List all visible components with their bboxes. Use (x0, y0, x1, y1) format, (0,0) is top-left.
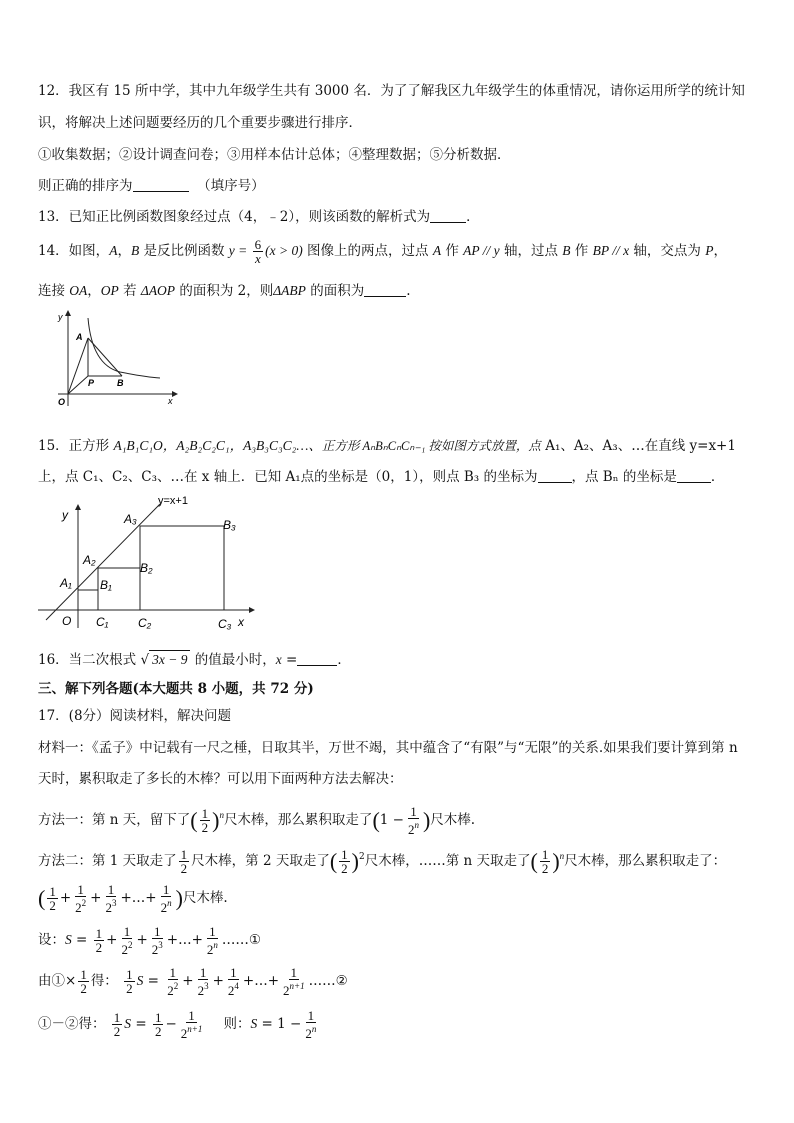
q14-op: OP (100, 283, 119, 298)
q17-half (179, 848, 190, 875)
fig14-x-arrow (172, 391, 178, 397)
q14-answer-blank[interactable] (364, 296, 406, 297)
q15-l2c: ． (710, 469, 725, 485)
frac-den-base: 2 (206, 942, 214, 957)
frac-den: 2 (80, 981, 87, 996)
frac-num: 1 (169, 965, 177, 980)
frac-den: 2 (113, 1024, 121, 1039)
exp-n: n (219, 810, 224, 820)
frac-num: 1 (180, 847, 188, 862)
q14-k: 轴，交点为 (629, 243, 706, 259)
one-minus: 1 − (379, 812, 404, 828)
q13-end: ． (466, 209, 480, 225)
frac-num: 1 (107, 882, 115, 897)
frac-num: 1 (201, 806, 209, 821)
fig15-label-c2: C₂ (138, 616, 152, 630)
q14-l2b: ， (87, 283, 101, 299)
exp-n: n (311, 1024, 317, 1034)
fig15-x-arrow (249, 607, 255, 613)
q12-line2: 识，将解决上述问题要经历的几个重要步骤进行排序． (38, 115, 362, 131)
q16-c: = (281, 652, 298, 668)
q16-radical: √ 3x − 9 (140, 652, 190, 668)
frac-num: 1 (113, 1010, 121, 1025)
frac-den-base: 2 (160, 900, 168, 915)
q14-p: P (705, 243, 714, 258)
frac-1-2n (159, 883, 174, 914)
q17-half-sq (339, 848, 350, 875)
q15-figure (36, 492, 266, 634)
frac-num: 1 (95, 926, 103, 941)
q14-bp: BP // x (592, 243, 630, 258)
fig15-square-3 (140, 526, 224, 610)
q14-e: 作 (441, 243, 464, 259)
fig14-label-x: x (168, 396, 173, 406)
exp-n: n (559, 851, 565, 861)
frac-den-base: 2 (180, 1026, 188, 1041)
ellipsis: … (254, 973, 268, 989)
fig15-label-c1: C₁ (96, 615, 109, 629)
frac-den-base: 2 (283, 983, 290, 998)
fig14-hyperbola (88, 318, 160, 378)
q16-radicand: 3x − 9 (149, 650, 190, 669)
q13-answer-blank[interactable] (430, 222, 466, 223)
q17-f2d: 尺木棒，那么累积取走了： (564, 853, 727, 869)
q17-f2b: 尺木棒，第 2 天取走了 (191, 853, 330, 869)
q17-then: 则： (223, 1016, 251, 1032)
q14-y-eq: y = (228, 243, 251, 258)
frac-num: 1 (290, 965, 298, 980)
q14-b: 是反比例函数 (139, 243, 229, 259)
frac-num: 1 (307, 1008, 315, 1023)
fig15-label-o: O (62, 614, 72, 628)
q14-fraction (253, 238, 264, 265)
frac-den: 2 (154, 1024, 162, 1039)
q14-l2a: 连接 (38, 283, 70, 299)
fig15-label-b2: B₂ (140, 561, 153, 575)
q17-diff: ①－②得： (38, 1016, 106, 1032)
one-minus: 1 − (277, 1016, 302, 1032)
var-S: S (124, 1016, 132, 1031)
q14-condition: (x > 0) (265, 243, 303, 258)
fig14-label-o: O (58, 397, 66, 407)
frac-den: 2 (49, 898, 56, 913)
fig15-label-c3: C₃ (218, 617, 232, 631)
frac-den-base: 2 (305, 1026, 312, 1041)
q16-x: x (275, 652, 282, 667)
q14-c: 图像上的两点，过点 (302, 243, 433, 259)
q15-l2a: 上，点 C₁、C₂、C₃、…在 x 轴上．已知 A₁点的坐标是（0，1），则点 B₃ 的坐标为 (38, 469, 538, 485)
fig15-label-a2: A₂ (83, 553, 96, 567)
q17-half-n (540, 848, 551, 875)
q17-eq2-mark: ……② (308, 973, 348, 989)
exp-n: n (213, 940, 218, 950)
frac-num: 1 (410, 804, 417, 819)
frac-num: 1 (154, 1010, 162, 1025)
q14-abp: ΔABP (273, 283, 306, 298)
q15-l1b: A₁B₁C₁O，A₂B₂C₂C₁，A₃B₃C₃C₂…、 (113, 438, 322, 453)
fig14-label-p: P (88, 378, 95, 388)
q15-line2 (38, 468, 724, 486)
q15-answer-blank-2[interactable] (677, 482, 711, 483)
q14-m: ， (713, 243, 727, 259)
q14-A: A (109, 243, 118, 258)
exp-n1: n+1 (289, 981, 305, 991)
frac-den: 2 (341, 861, 348, 876)
q16-a: 16．当二次根式 (38, 652, 141, 668)
q14-line1 (38, 238, 727, 265)
q16-answer-blank[interactable] (297, 665, 337, 666)
q14-l2f: . (406, 283, 411, 299)
frac-1-2 (47, 885, 58, 912)
var-S: S (250, 1016, 258, 1031)
frac-num: 1 (80, 967, 87, 982)
q14-a: 14．如图， (38, 243, 110, 259)
q12-line1: 12．我区有 15 所中学，其中九年级学生共有 3000 名．为了了解我区九年级学生的体重情况，请你运用所学的统计知 (38, 83, 745, 99)
fig15-label-a3: A₃ (124, 512, 137, 526)
q17-method1: 方法一：第 n 天，留下了( $\frac{1}{2}$ )$^n$尺木棒，那么累积取走了(1 − $\frac{1}{2^n}$ )尺木棒. (38, 804, 476, 837)
q17-f1b: 尺木棒，那么累积取走了 (223, 812, 373, 828)
q14-B: B (130, 243, 140, 258)
fig14-label-b: B (117, 378, 124, 388)
q14-line2 (38, 282, 411, 300)
q17-diff-line: ①－②得： $\frac{1}{2}$ S = $\frac{1}{2}$ − $\frac{1}{2^{n+1}}$ 则：S = 1 − $\frac{1}{2^n}$ (38, 1008, 317, 1041)
frac-num: 1 (77, 882, 84, 897)
q15-l1a: 15．正方形 (38, 438, 114, 454)
q14-f: 轴，过点 (499, 243, 563, 259)
q15-l2b: ，点 Bₙ 的坐标是 (571, 469, 677, 485)
q15-answer-blank-1[interactable] (538, 482, 572, 483)
exp-n1: n+1 (187, 1024, 203, 1034)
q17-material-line1: 材料一：《孟子》中记载有一尺之棰，日取其半，万世不竭，其中蕴含了“有限”与“无限”的关系.如果我们要计算到第 n (38, 740, 738, 756)
fig14-label-a: A (76, 332, 83, 342)
frac-num: 1 (341, 847, 348, 862)
q16-d: ． (337, 652, 351, 668)
ellipsis: … (178, 932, 192, 948)
fig15-label-a1: A₁ (60, 576, 72, 590)
q12-line4 (38, 177, 265, 195)
q15-line1 (38, 437, 736, 455)
fig14-y-arrow (65, 310, 71, 316)
q17-set: 设： (38, 932, 65, 948)
q12-answer-blank[interactable] (133, 191, 189, 192)
var-S: S (136, 973, 144, 988)
frac-num: 1 (123, 924, 131, 939)
frac-den: 2 (201, 820, 209, 835)
q17-eq2-line: 由①× $\frac{1}{2}$ 得： $\frac{1}{2}$ S = $\frac{1}{2^2}$ + $\frac{1}{2^3}$ + $\frac{1}{2^4}$ +…+ $\frac{1}{2^{n+1}}$ ……② (38, 965, 348, 998)
frac-num: 1 (126, 967, 133, 982)
frac-num: 1 (541, 847, 549, 862)
fig15-label-y: y (62, 508, 68, 522)
fig15-square-1 (78, 590, 98, 610)
q17-eq1-line: 设：S = $\frac{1}{2}$ + $\frac{1}{2^2}$ + $\frac{1}{2^3}$ +…+ $\frac{1}{2^n}$ ……① (38, 924, 262, 957)
frac-num: 1 (188, 1008, 195, 1023)
q14-d: A (432, 243, 442, 258)
fig14-segment-ab (88, 338, 122, 376)
q17-material-line2: 天时，累积取走了多长的木棒？可以用下面两种方法去解决： (38, 771, 403, 787)
fig15-y-arrow (75, 504, 81, 510)
frac-1-2cube: $\frac{1}{2^3}$ (105, 882, 117, 915)
q14-aop: ΔAOP (140, 283, 176, 298)
q14-g: B (562, 243, 571, 258)
q14-comma: ， (117, 243, 131, 259)
q17-f2c: 尺木棒，……第 n 天取走了 (364, 853, 531, 869)
q17-sum-end: 尺木棒. (182, 890, 228, 906)
q16-line (38, 650, 351, 669)
q17-eq1-mark: ……① (221, 932, 262, 948)
frac-num: 1 (162, 882, 170, 897)
fig15-label-b1: B₁ (100, 578, 112, 592)
frac-den: 2 (95, 940, 103, 955)
q14-figure (50, 310, 180, 410)
frac-num: 1 (209, 924, 216, 939)
exp-n: n (414, 820, 419, 830)
frac-1-2sq: $\frac{1}{2^2}$ (75, 882, 87, 915)
frac-den: 2 (541, 861, 549, 876)
q14-frac-num: 6 (254, 237, 262, 252)
q14-l2e: 的面积为 (305, 283, 365, 299)
q17-f2a: 方法二：第 1 天取走了 (38, 853, 177, 869)
q15-l1c: 正方形 AₙBₙCₙCₙ₋₁ 按如图方式放置，点 (321, 439, 541, 453)
fig15-label-line: y=x+1 (158, 495, 188, 507)
frac-num: 1 (154, 924, 161, 939)
section-3-heading: 三、解下列各题(本大题共 8 小题，共 72 分) (38, 681, 314, 697)
q14-l2d: 的面积为 2，则 (175, 283, 274, 299)
frac-den: 2 (180, 861, 188, 876)
q17-f1a: 方法一：第 n 天，留下了 (38, 812, 191, 828)
ellipsis: … (131, 890, 146, 906)
q14-frac-den: x (255, 251, 261, 266)
q16-b: 的值最小时， (190, 652, 276, 668)
q17-method2: 方法二：第 1 天取走了 $\frac{1}{2}$ 尺木棒，第 2 天取走了( $\frac{1}{2}$ )$^2$尺木棒，……第 n 天取走了( $\frac{1}{2}$ )$^n$尺木棒，那么累积取走了： (38, 847, 727, 876)
exp-n: n (167, 898, 172, 908)
q13-text: 13．已知正比例函数图象经过点（4，﹣2），则该函数的解析式为 (38, 209, 431, 225)
fig15-label-x: x (238, 615, 244, 629)
q17-half-frac (200, 807, 211, 834)
q14-ap: AP // y (463, 243, 500, 258)
q14-l2c: 若 (118, 283, 141, 299)
q15-l1d: A₁、A₂、A₃、…在直线 y=x+1 (540, 438, 736, 454)
q17-title: 17．(8分）阅读材料，解决问题 (38, 708, 232, 724)
q12-hint: （填序号） (197, 178, 265, 194)
frac-num: 1 (230, 965, 237, 980)
frac-den-base: 2 (407, 822, 415, 837)
q17-f1c: 尺木棒. (430, 812, 476, 828)
q12-answer-prompt: 则正确的排序为 (38, 178, 133, 194)
frac-num: 1 (199, 965, 207, 980)
q13-line (38, 208, 480, 226)
fig15-label-b3: B₃ (223, 518, 236, 532)
q17-one-over-2n (406, 805, 421, 836)
frac-num: 1 (49, 884, 56, 899)
q17-sum-line: ( $\frac{1}{2}$ + $\frac{1}{2^2}$ + $\frac{1}{2^3}$ +…+ $\frac{1}{2^n}$ )尺木棒. (38, 882, 228, 915)
var-S: S (65, 932, 72, 947)
q14-h: 作 (570, 243, 593, 259)
q17-by2: 得： (90, 973, 118, 989)
frac-den (406, 819, 421, 836)
q12-line3: ①收集数据；②设计调查问卷；③用样本估计总体；④整理数据；⑤分析数据． (38, 147, 511, 163)
q14-oa: OA (69, 283, 88, 298)
fig14-label-y: y (58, 312, 63, 322)
frac-den: 2 (126, 981, 133, 996)
q17-by: 由①× (38, 973, 77, 989)
